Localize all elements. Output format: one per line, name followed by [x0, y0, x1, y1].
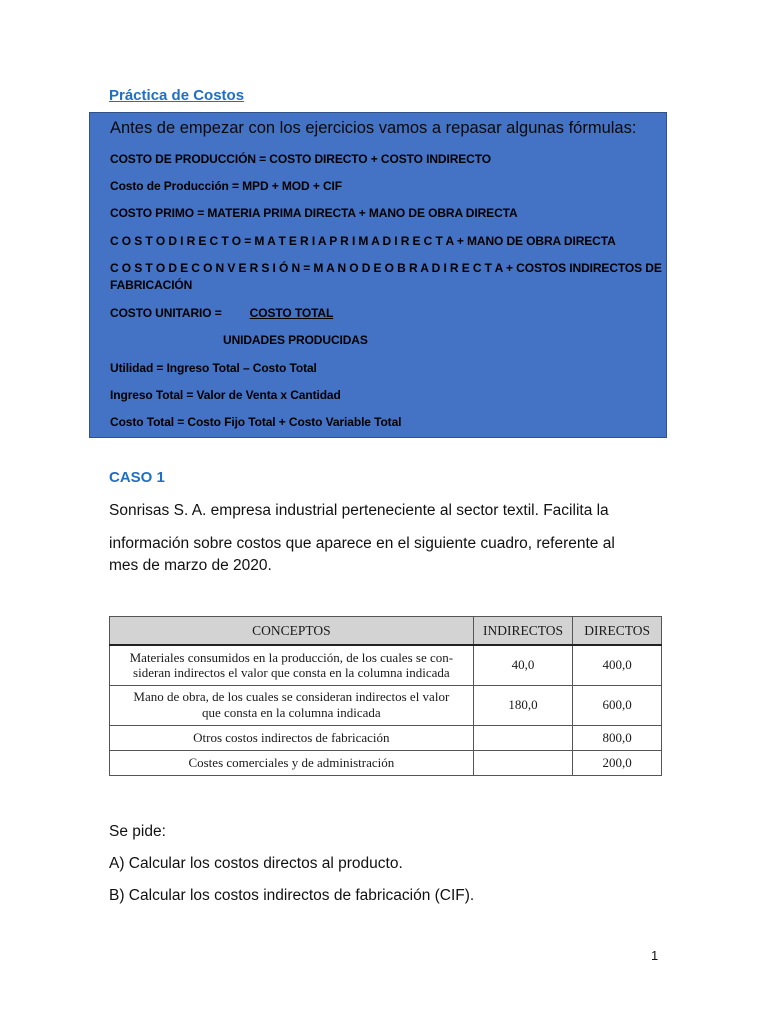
formula-costo-unitario: [110, 306, 361, 320]
pregunta-a: A) Calcular los costos directos al producto.: [109, 855, 403, 872]
formula-costo-directo: C O S T O D I R E C T O = M A T E R I A P R I M A D I R E C T A + MANO DE OBRA DIRECTA: [110, 234, 616, 248]
cell-concepto: Costes comerciales y de administración: [110, 750, 474, 775]
formula-costo-conversion: C O S T O D E C O N V E R S I Ó N = M A N O D E O B R A D I R E C T A + COSTOS INDIRECTOS DE: [110, 261, 662, 275]
cell-concepto-line: Materiales consumidos en la producción, de los cuales se con-: [129, 649, 454, 665]
table-row: [110, 645, 662, 685]
caso-paragraph-line-3: mes de marzo de 2020.: [109, 557, 272, 574]
formula-ingreso-total: Ingreso Total = Valor de Venta x Cantidad: [110, 388, 341, 402]
costo-unitario-denominator: UNIDADES PRODUCIDAS: [223, 333, 368, 347]
cell-concepto: [110, 645, 474, 685]
costo-unitario-label: COSTO UNITARIO =: [110, 306, 222, 320]
cell-indirectos: [473, 750, 573, 775]
cell-directos: 600,0: [573, 685, 662, 725]
table-header-row: [110, 617, 662, 646]
caso-paragraph-line-2: información sobre costos que aparece en el siguiente cuadro, referente al: [109, 535, 615, 552]
costs-table: [109, 616, 662, 776]
header-conceptos: CONCEPTOS: [110, 617, 474, 646]
page-title: Práctica de Costos: [109, 87, 245, 104]
formula-costo-produccion-sigla: Costo de Producción = MPD + MOD + CIF: [110, 179, 342, 193]
formula-box: [89, 112, 667, 438]
cell-concepto-line: Mano de obra, de los cuales se consideran indirectos el valor: [133, 689, 450, 705]
cell-directos: 200,0: [573, 750, 662, 775]
formula-intro: Antes de empezar con los ejercicios vamos a repasar algunas fórmulas:: [110, 119, 637, 137]
cell-concepto-line: sideran indirectos el valor que consta en la columna indicada: [133, 665, 450, 681]
cell-concepto-line: que consta en la columna indicada: [202, 705, 381, 720]
page-number: 1: [651, 948, 659, 963]
formula-costo-primo: COSTO PRIMO = MATERIA PRIMA DIRECTA + MANO DE OBRA DIRECTA: [110, 206, 518, 220]
formula-costo-conversion-cont: FABRICACIÓN: [110, 278, 193, 292]
table-row: [110, 725, 662, 750]
caso-paragraph-line-1: Sonrisas S. A. empresa industrial perteneciente al sector textil. Facilita la: [109, 502, 609, 519]
cell-directos: 800,0: [573, 725, 662, 750]
table-row: [110, 685, 662, 725]
cell-directos: 400,0: [573, 645, 662, 685]
formula-costo-produccion: COSTO DE PRODUCCIÓN = COSTO DIRECTO + COSTO INDIRECTO: [110, 152, 491, 166]
costo-unitario-numerator: COSTO TOTAL: [249, 306, 334, 320]
cell-concepto: Otros costos indirectos de fabricación: [110, 725, 474, 750]
cell-indirectos: [473, 725, 573, 750]
pregunta-b: B) Calcular los costos indirectos de fabricación (CIF).: [109, 887, 475, 904]
table-row: [110, 750, 662, 775]
se-pide: Se pide:: [109, 823, 166, 840]
header-directos: DIRECTOS: [573, 617, 662, 646]
cell-concepto: [110, 685, 474, 725]
caso-title: CASO 1: [109, 469, 165, 486]
header-indirectos: INDIRECTOS: [473, 617, 573, 646]
cell-indirectos: 40,0: [473, 645, 573, 685]
formula-utilidad: Utilidad = Ingreso Total – Costo Total: [110, 361, 317, 375]
formula-costo-total: Costo Total = Costo Fijo Total + Costo Variable Total: [110, 415, 402, 429]
cell-indirectos: 180,0: [473, 685, 573, 725]
